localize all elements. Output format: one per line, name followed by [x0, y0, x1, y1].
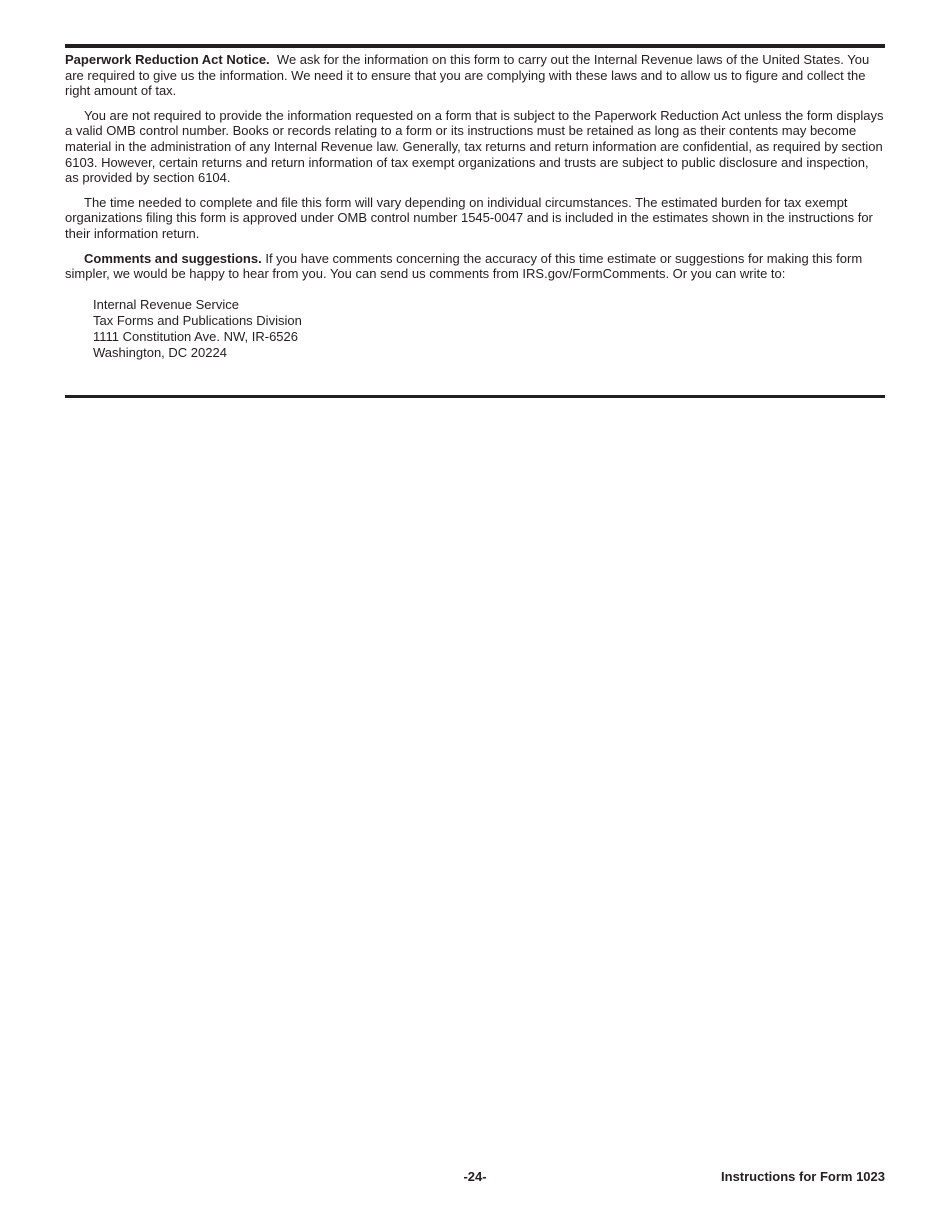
notice-paragraph-1-body: We ask for the information on this form to carry out the Internal Revenue laws of the United States. You are required to give us the information. We need it to ensure that you are complying with these laws and to allow us to figure and collect the right amount of tax. [65, 52, 870, 99]
comments-heading: Comments and suggestions. [84, 250, 262, 266]
top-rule [65, 44, 885, 48]
address-line-4: Washington, DC 20224 [93, 344, 227, 360]
notice-paragraph-3: The time needed to complete and file this form will vary depending on individual circumstances. The estimated burden for tax exempt organizations filing this form is approved under OMB control number 1545-0047 and is included in the estimates shown in the instructions for their information return. [65, 194, 873, 241]
paperwork-notice-section [65, 52, 885, 361]
notice-paragraph-1 [65, 52, 885, 99]
address-line-2: Tax Forms and Publications Division [93, 312, 302, 328]
footer-document-title: Instructions for Form 1023 [721, 1169, 885, 1184]
comments-body: If you have comments concerning the accuracy of this time estimate or suggestions for making this form simpler, we would be happy to hear from you. You can send us comments from IRS.gov/FormComments. Or you can write to: [65, 250, 863, 282]
comments-paragraph [65, 251, 885, 282]
page-number: -24- [463, 1169, 487, 1184]
address-line-1: Internal Revenue Service [93, 296, 239, 312]
bottom-rule [65, 395, 885, 398]
notice-heading: Paperwork Reduction Act Notice. [65, 52, 270, 67]
notice-paragraph-2: You are not required to provide the information requested on a form that is subject to the Paperwork Reduction Act unless the form displays a valid OMB control number. Books or records relating to a form or its instructions must be retained as long as their contents may become material in the administration of any Internal Revenue law. Generally, tax returns and return information are confidential, as required by section 6103. However, certain returns and return information of tax exempt organizations and trusts are subject to public disclosure and inspection, as provided by section 6104. [65, 107, 884, 186]
address-line-3: 1111 Constitution Ave. NW, IR-6526 [93, 328, 298, 344]
mailing-address [93, 297, 885, 361]
